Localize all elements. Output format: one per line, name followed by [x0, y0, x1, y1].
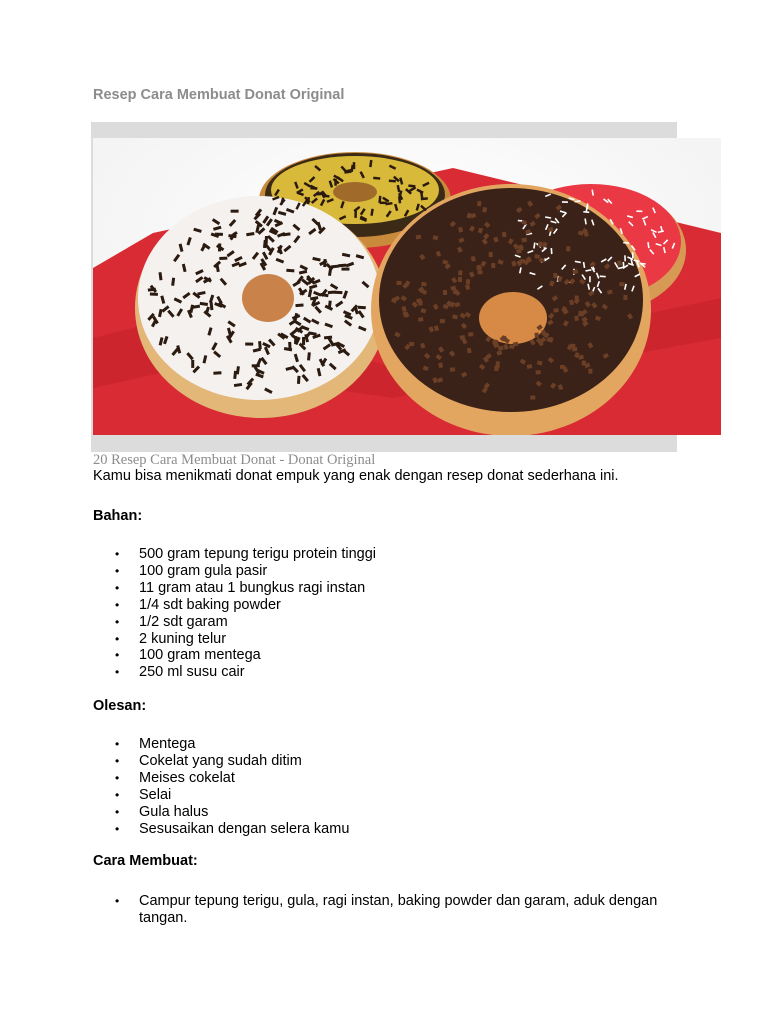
- bullet-icon: •: [115, 563, 120, 578]
- bahan-heading: Bahan:: [93, 508, 143, 524]
- bullet-icon: •: [115, 770, 120, 785]
- list-item: • 1/4 sdt baking powder: [115, 596, 281, 613]
- bullet-icon: •: [115, 804, 120, 819]
- cara-list: [93, 893, 659, 927]
- bullet-icon: •: [115, 597, 120, 612]
- bullet-icon: •: [115, 894, 120, 908]
- bullet-icon: •: [115, 631, 120, 646]
- bullet-icon: •: [115, 821, 120, 836]
- bullet-icon: •: [115, 614, 120, 629]
- list-item: • 500 gram tepung terigu protein tinggi: [115, 546, 376, 562]
- list-item: • Sesusaikan dengan selera kamu: [115, 820, 350, 837]
- list-item: • 2 kuning telur: [115, 630, 227, 647]
- bullet-icon: •: [115, 547, 120, 561]
- list-item: • 100 gram mentega: [115, 647, 261, 664]
- list-item: • Mentega: [115, 736, 196, 752]
- list-item: • 100 gram gula pasir: [115, 562, 268, 579]
- cara-heading: Cara Membuat:: [93, 853, 198, 869]
- bullet-icon: •: [115, 648, 120, 663]
- image-caption: 20 Resep Cara Membuat Donat - Donat Original: [93, 452, 376, 468]
- page-title: Resep Cara Membuat Donat Original: [93, 87, 345, 103]
- list-item: • 1/2 sdt garam: [115, 613, 228, 630]
- bullet-icon: •: [115, 787, 120, 802]
- bullet-icon: •: [115, 753, 120, 768]
- list-item: • Selai: [115, 786, 172, 803]
- olesan-list: [93, 736, 349, 837]
- olesan-heading: Olesan:: [93, 698, 147, 714]
- bullet-icon: •: [115, 580, 120, 595]
- intro-paragraph: Kamu bisa menikmati donat empuk yang enak dengan resep donat sederhana ini.: [93, 468, 619, 484]
- list-item: • Meises cokelat: [115, 769, 235, 786]
- bullet-icon: •: [115, 737, 120, 751]
- list-item: • 250 ml susu cair: [115, 664, 245, 681]
- list-item: • 11 gram atau 1 bungkus ragi instan: [115, 579, 366, 596]
- bahan-list: [93, 546, 376, 681]
- bullet-icon: •: [115, 665, 120, 680]
- list-item: • Cokelat yang sudah ditim: [115, 752, 302, 769]
- list-item: • Gula halus: [115, 803, 209, 820]
- list-item: • Campur tepung terigu, gula, ragi instan, baking powder dan garam, aduk dengan tangan.: [115, 893, 658, 926]
- donut-photo: [93, 138, 721, 435]
